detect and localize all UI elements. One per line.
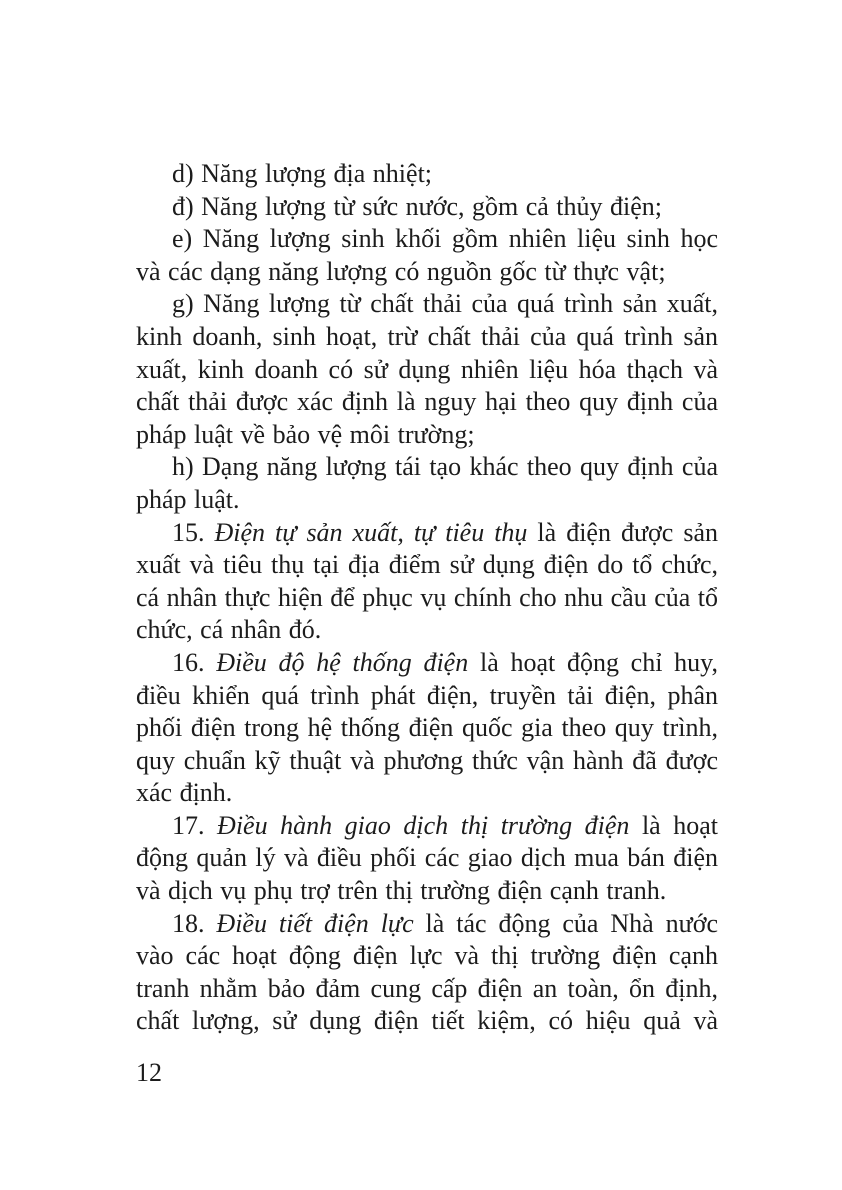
- page-number: 12: [136, 1058, 162, 1087]
- paragraph: [136, 647, 718, 810]
- paragraph: [136, 908, 718, 1038]
- defined-term-text: Điều hành giao dịch thị trường điện: [217, 810, 630, 840]
- paragraph-text: e) Năng lượng sinh khối gồm nhiên liệu sinh học và các dạng năng lượng có nguồn gốc từ thực vật;: [136, 224, 718, 286]
- paragraph: [136, 158, 718, 191]
- paragraph: [136, 223, 718, 288]
- paragraph-text: là tác động của Nhà nước vào các hoạt động điện lực và thị trường điện cạnh tranh nhằm bảo đảm cung cấp điện an toàn, ổn định, chất lượng, sử dụng điện tiết kiệm, có hiệu quả và: [136, 908, 718, 1036]
- paragraph-text: là hoạt động quản lý và điều phối các giao dịch mua bán điện và dịch vụ phụ trợ trên thị trường điện cạnh tranh.: [136, 810, 719, 906]
- paragraph-text: 16.: [172, 647, 217, 677]
- paragraph: [136, 191, 718, 224]
- paragraph: [136, 517, 718, 647]
- paragraph-text: d) Năng lượng địa nhiệt;: [172, 159, 433, 188]
- paragraph-text: 18.: [172, 908, 217, 938]
- paragraph-text: là hoạt động chỉ huy, điều khiển quá trình phát điện, truyền tải điện, phân phối điện trong hệ thống điện quốc gia theo quy trình, quy chuẩn kỹ thuật và phương thức vận hành đã được xác định.: [136, 647, 718, 808]
- defined-term-text: Điều tiết điện lực: [216, 908, 414, 938]
- paragraph-text: h) Dạng năng lượng tái tạo khác theo quy định của pháp luật.: [136, 452, 718, 514]
- paragraph-text: 15.: [172, 517, 215, 547]
- paragraph-text: g) Năng lượng từ chất thải của quá trình sản xuất, kinh doanh, sinh hoạt, trừ chất thải của quá trình sản xuất, kinh doanh có sử dụng nhiên liệu hóa thạch và chất thải được xác định là nguy hại theo quy định của pháp luật về bảo vệ môi trường;: [136, 289, 718, 449]
- document-body: [136, 158, 718, 1038]
- defined-term-text: Điều độ hệ thống điện: [216, 647, 469, 677]
- paragraph: [136, 451, 718, 516]
- defined-term-text: Điện tự sản xuất, tự tiêu thụ: [214, 517, 528, 547]
- paragraph: [136, 288, 718, 451]
- paragraph-text: đ) Năng lượng từ sức nước, gồm cả thủy điện;: [172, 191, 662, 221]
- paragraph-text: 17.: [172, 810, 218, 840]
- paragraph: [136, 810, 718, 908]
- paragraph-text: là điện được sản xuất và tiêu thụ tại địa điểm sử dụng điện do tổ chức, cá nhân thực hiện để phục vụ chính cho nhu cầu của tổ chức, cá nhân đó.: [136, 517, 719, 645]
